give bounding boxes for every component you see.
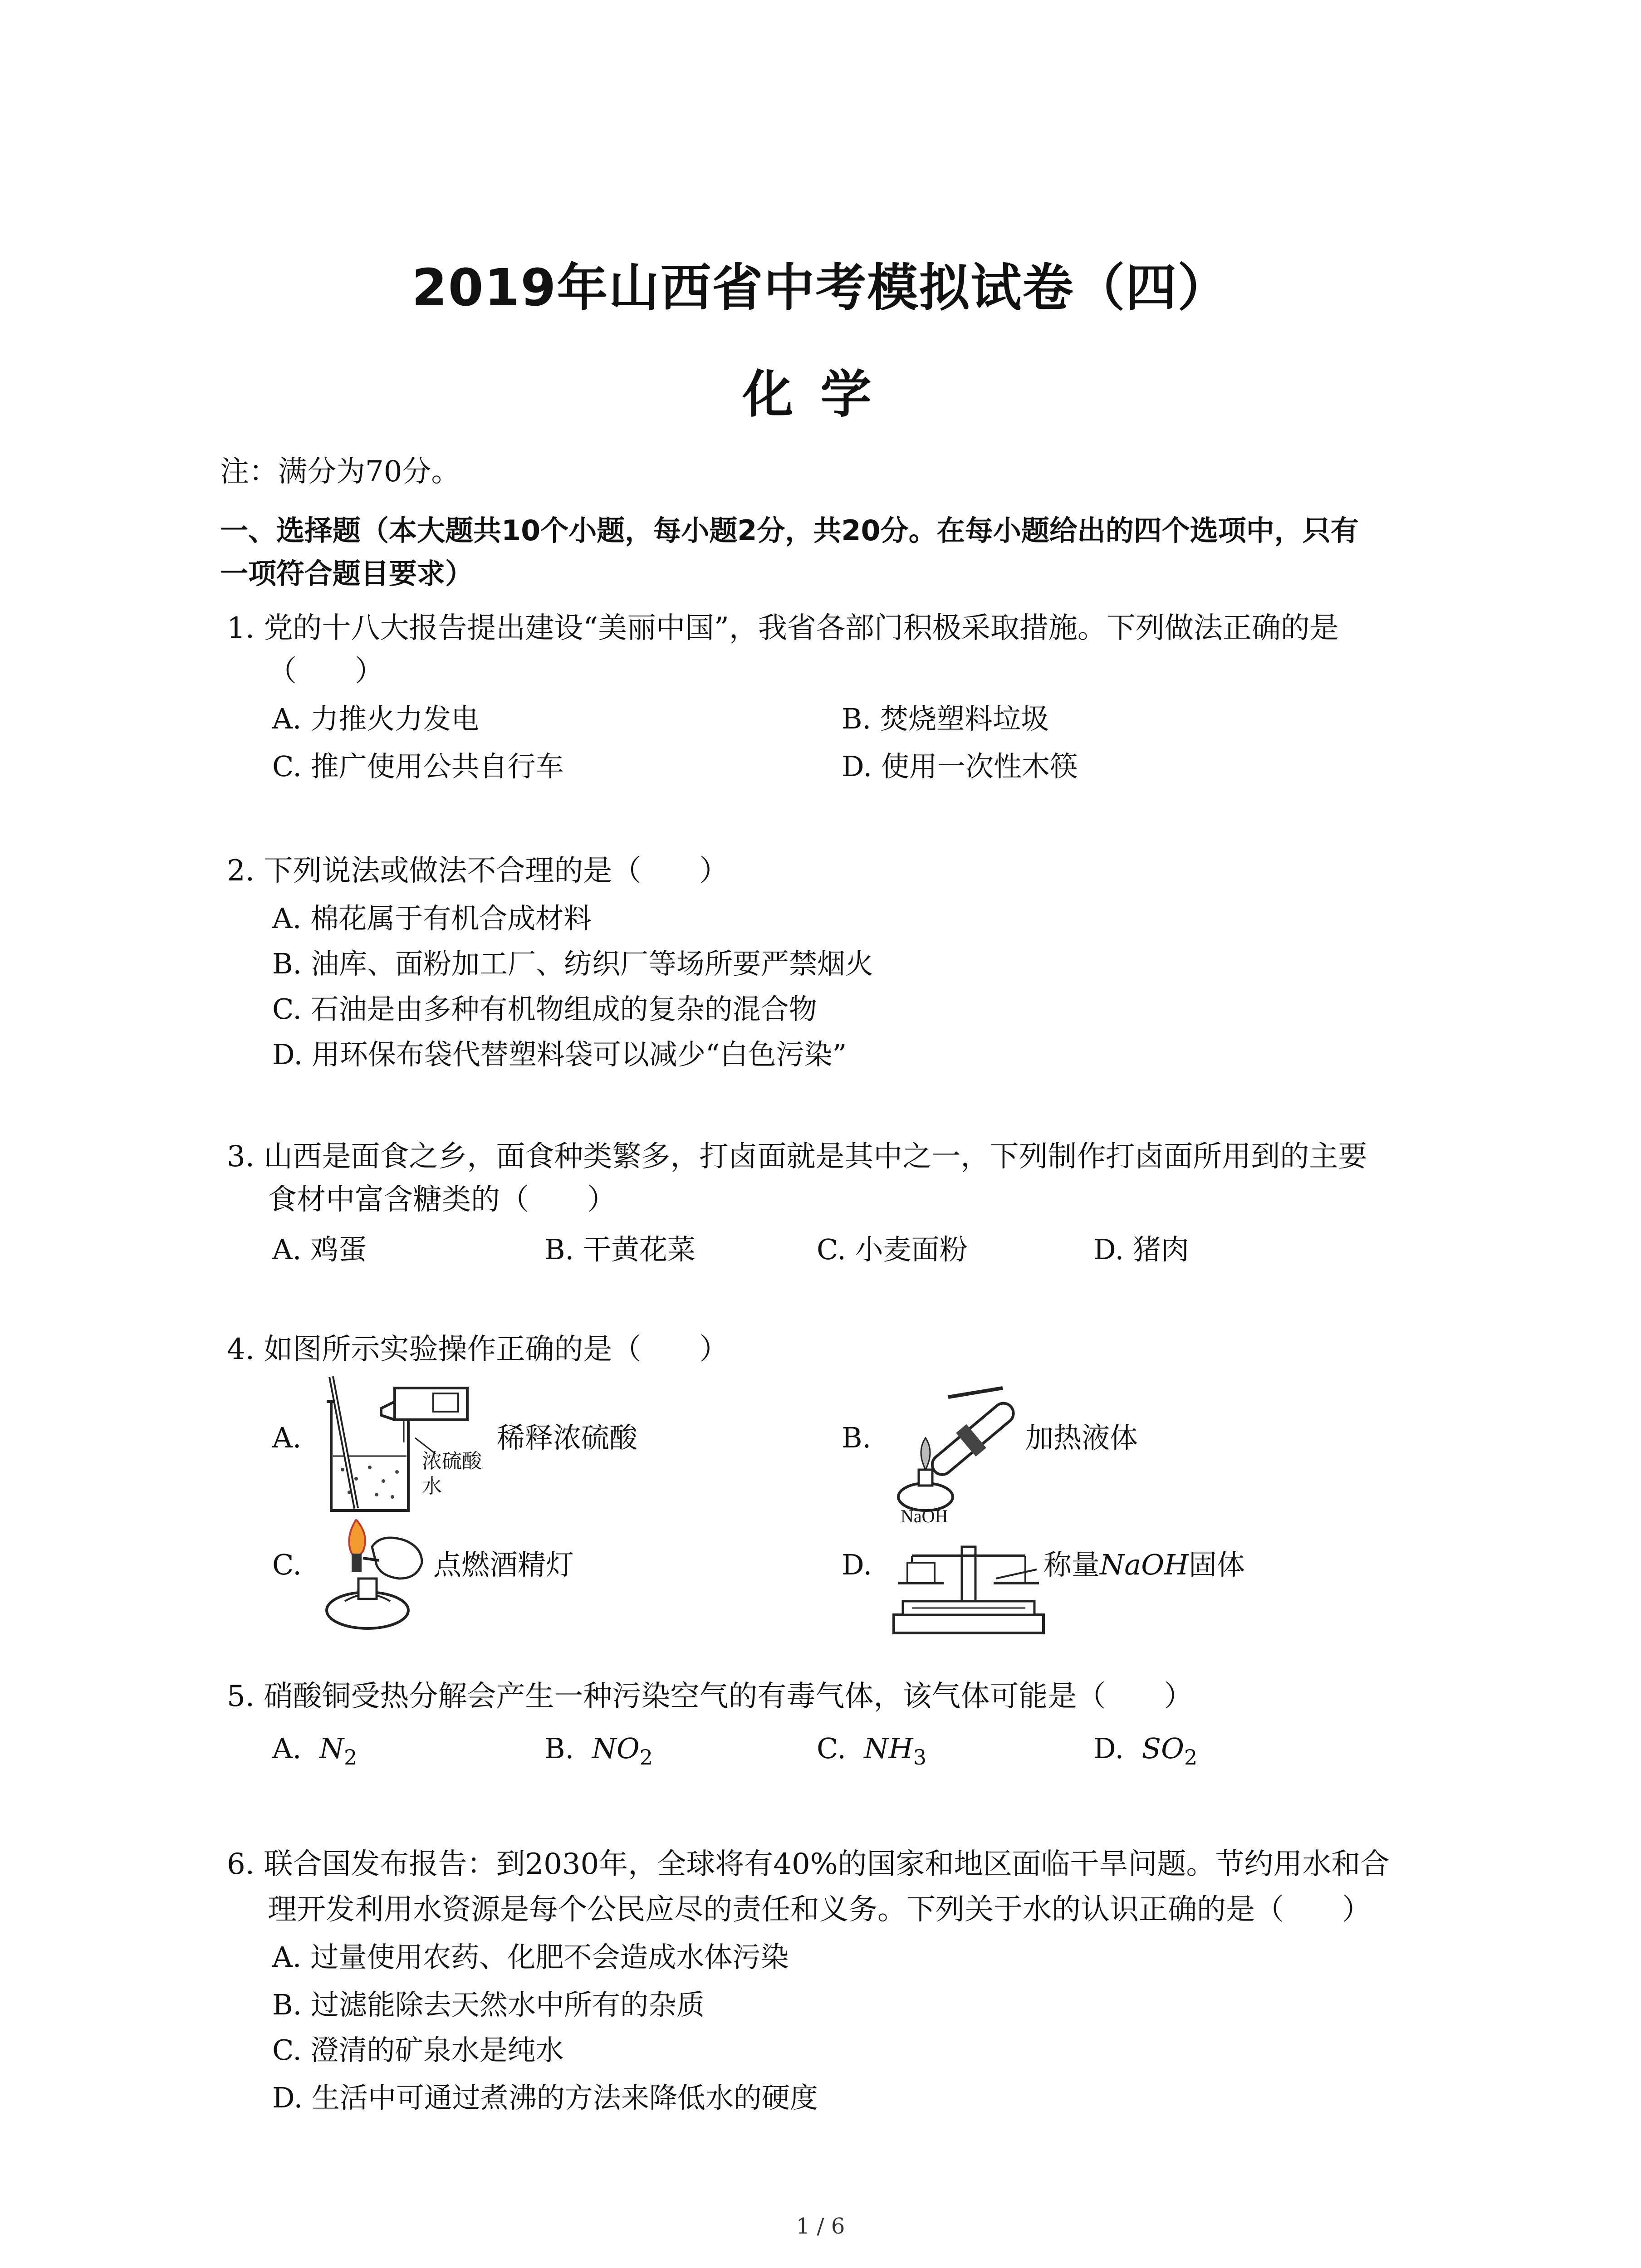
heating-liquid-figure bbox=[885, 1379, 1030, 1515]
q6-option-b: B. 过滤能除去天然水中所有的杂质 bbox=[272, 1988, 705, 2021]
q5-stem: 5. 硝酸铜受热分解会产生一种污染空气的有毒气体，该气体可能是（ ） bbox=[227, 1680, 1193, 1713]
q1-option-a: A. 力推火力发电 bbox=[272, 702, 480, 735]
q4-option-c-text: 点燃酒精灯 bbox=[433, 1548, 574, 1581]
lighting-lamp-figure bbox=[313, 1515, 440, 1633]
q4-option-d-letter: D. bbox=[842, 1548, 872, 1581]
q5-option-b-letter: B. bbox=[544, 1732, 574, 1765]
q6-option-a: A. 过量使用农药、化肥不会造成水体污染 bbox=[272, 1941, 789, 1974]
page-number: 1 / 6 bbox=[796, 2214, 845, 2239]
q2-option-b: B. 油库、面粉加工厂、纺织厂等场所要严禁烟火 bbox=[272, 947, 873, 980]
q2-stem: 2. 下列说法或做法不合理的是（ ） bbox=[227, 854, 729, 888]
q4-stem: 4. 如图所示实验操作正确的是（ ） bbox=[227, 1333, 729, 1366]
q4-option-d-text bbox=[1043, 1547, 1245, 1583]
q1-option-b: B. 焚烧塑料垃圾 bbox=[842, 702, 1049, 735]
q4-option-d-formula: NaOH bbox=[1100, 1548, 1189, 1581]
section-heading-line2: 一项符合题目要求） bbox=[220, 557, 474, 590]
subject-title: 化学 bbox=[742, 365, 899, 424]
q4-option-d-text-post: 固体 bbox=[1189, 1548, 1245, 1581]
section-heading-line1: 一、选择题（本大题共10个小题，每小题2分，共20分。在每小题给出的四个选项中，只有 bbox=[220, 514, 1359, 547]
q2-option-d: D. 用环保布袋代替塑料袋可以减少“白色污染” bbox=[272, 1038, 847, 1071]
q5-option-a-letter: A. bbox=[272, 1732, 302, 1765]
q4-option-a-letter: A. bbox=[272, 1421, 302, 1454]
q3-option-b: B. 干黄花菜 bbox=[544, 1233, 696, 1266]
q4-option-c-letter: C. bbox=[272, 1548, 302, 1581]
q5-option-a bbox=[272, 1730, 357, 1775]
q2-option-a: A. 棉花属于有机合成材料 bbox=[272, 902, 592, 935]
q3-stem-line2: 食材中富含糖类的（ ） bbox=[268, 1183, 616, 1217]
q1-option-c: C. 推广使用公共自行车 bbox=[272, 750, 564, 783]
q4-option-d-text-pre: 称量 bbox=[1043, 1548, 1100, 1581]
acid-label: 浓硫酸 bbox=[422, 1450, 482, 1473]
q1-stem-line1: 1. 党的十八大报告提出建设“美丽中国”，我省各部门积极采取措施。下列做法正确的是 bbox=[227, 611, 1339, 645]
q5-option-c-subscript: 3 bbox=[913, 1745, 926, 1769]
q4-option-a-text: 稀释浓硫酸 bbox=[497, 1421, 638, 1454]
q6-stem-line1: 6. 联合国发布报告：到2030年，全球将有40%的国家和地区面临干旱问题。节约用水和合 bbox=[227, 1848, 1390, 1881]
q5-option-c-letter: C. bbox=[817, 1732, 846, 1765]
q1-option-d: D. 使用一次性木筷 bbox=[842, 750, 1078, 783]
q5-option-d-formula: SO bbox=[1141, 1732, 1184, 1765]
q3-option-a: A. 鸡蛋 bbox=[272, 1233, 367, 1266]
q3-option-c: C. 小麦面粉 bbox=[817, 1233, 968, 1266]
q3-option-d: D. 猪肉 bbox=[1093, 1233, 1189, 1266]
q6-option-c: C. 澄清的矿泉水是纯水 bbox=[272, 2033, 564, 2067]
dilution-apparatus-figure bbox=[318, 1374, 490, 1520]
score-note: 注：满分为70分。 bbox=[220, 455, 460, 489]
q5-option-b bbox=[544, 1730, 653, 1775]
water-label: 水 bbox=[422, 1475, 442, 1498]
q5-option-a-subscript: 2 bbox=[344, 1745, 358, 1769]
q6-stem-line2: 理开发利用水资源是每个公民应尽的责任和义务。下列关于水的认识正确的是（ ） bbox=[268, 1893, 1371, 1926]
q2-option-c: C. 石油是由多种有机物组成的复杂的混合物 bbox=[272, 992, 817, 1026]
q5-option-b-formula: NO bbox=[592, 1732, 640, 1765]
q5-option-c-formula: NH bbox=[864, 1732, 913, 1765]
exam-title: 2019年山西省中考模拟试卷（四） bbox=[411, 259, 1230, 318]
q5-option-d-letter: D. bbox=[1093, 1732, 1124, 1765]
q5-option-a-formula: N bbox=[319, 1732, 344, 1765]
q4-option-b-text: 加热液体 bbox=[1025, 1421, 1138, 1454]
q1-stem-line2: （ ） bbox=[268, 655, 384, 688]
q5-option-c bbox=[817, 1730, 926, 1775]
q5-option-d-subscript: 2 bbox=[1184, 1745, 1198, 1769]
q5-option-b-subscript: 2 bbox=[639, 1745, 653, 1769]
q5-option-d bbox=[1093, 1730, 1197, 1775]
q3-stem-line1: 3. 山西是面食之乡，面食种类繁多，打卤面就是其中之一，下列制作打卤面所用到的主要 bbox=[227, 1140, 1367, 1173]
q4-option-b-letter: B. bbox=[842, 1421, 872, 1454]
q6-option-d: D. 生活中可通过煮沸的方法来降低水的硬度 bbox=[272, 2081, 818, 2114]
naoh-label: NaOH bbox=[901, 1506, 948, 1526]
